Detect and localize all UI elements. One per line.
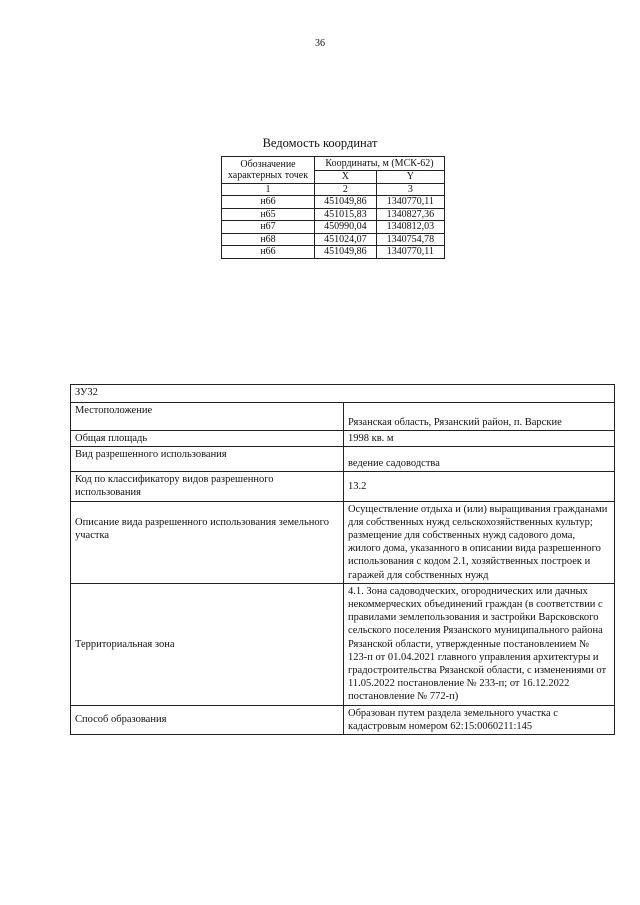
- y-value: 1340827,36: [376, 208, 444, 221]
- col-number: 1: [222, 183, 315, 196]
- header-point: Обозначение характерных точек: [222, 157, 315, 184]
- col-number: 2: [315, 183, 377, 196]
- formation-label: Способ образования: [71, 705, 344, 734]
- area-label: Общая площадь: [71, 431, 344, 447]
- table-row: [222, 221, 445, 234]
- header-x: X: [315, 171, 377, 184]
- point-name: н66: [222, 246, 315, 259]
- header-y: Y: [376, 171, 444, 184]
- table-row: [222, 196, 445, 209]
- x-value: 451015,83: [315, 208, 377, 221]
- zone-label: Территориальная зона: [71, 583, 344, 705]
- col-number: 3: [376, 183, 444, 196]
- use-value: ведение садоводства: [344, 447, 615, 472]
- formation-value: Образован путем раздела земельного участка с кадастровым номером 62:15:0060211:145: [344, 705, 615, 734]
- zone-value: 4.1. Зона садоводческих, огороднических или дачных некоммерческих объединений граждан (в соответствии с правилами землепользования и застройки Варсковского сельского поселения Рязанского муниципального района Рязанской области, утвержденные постановлением № 123-п от 01.04.2021 главного управления архитектуры и градостроительства Рязанской области, с изменениями от 11.05.2022 постановление № 233-п; от 16.12.2022 постановление № 772-п): [344, 583, 615, 705]
- code-label: Код по классификатору видов разрешенного использования: [71, 472, 344, 501]
- plot-info-table: [70, 384, 615, 735]
- location-value: Рязанская область, Рязанский район, п. Варские: [344, 403, 615, 431]
- table-row: [222, 233, 445, 246]
- point-name: н68: [222, 233, 315, 246]
- coord-title: Ведомость координат: [262, 136, 378, 150]
- x-value: 451049,86: [315, 246, 377, 259]
- code-value: 13.2: [344, 472, 615, 501]
- page-number: 36: [315, 38, 325, 49]
- header-coords: Координаты, м (МСК-62): [315, 157, 445, 171]
- use-label: Вид разрешенного использования: [71, 447, 344, 472]
- point-name: н67: [222, 221, 315, 234]
- area-value: 1998 кв. м: [344, 431, 615, 447]
- y-value: 1340754,78: [376, 233, 444, 246]
- y-value: 1340812,03: [376, 221, 444, 234]
- coordinates-table: [221, 156, 445, 259]
- location-label: Местоположение: [71, 403, 344, 431]
- x-value: 451024,07: [315, 233, 377, 246]
- plot-id: ЗУ32: [71, 385, 615, 403]
- x-value: 451049,86: [315, 196, 377, 209]
- point-name: н66: [222, 196, 315, 209]
- description-label: Описание вида разрешенного использования земельного участка: [71, 501, 344, 583]
- table-row: [222, 208, 445, 221]
- description-value: Осуществление отдыха и (или) выращивания гражданами для собственных нужд сельскохозяйственных культур; размещение для собственных нужд садового дома, жилого дома, указанного в описании вида разрешенного использования с кодом 2.1, хозяйственных построек и гаражей для собственных нужд: [344, 501, 615, 583]
- table-row: [222, 246, 445, 259]
- y-value: 1340770,11: [376, 246, 444, 259]
- x-value: 450990,04: [315, 221, 377, 234]
- y-value: 1340770,11: [376, 196, 444, 209]
- point-name: н65: [222, 208, 315, 221]
